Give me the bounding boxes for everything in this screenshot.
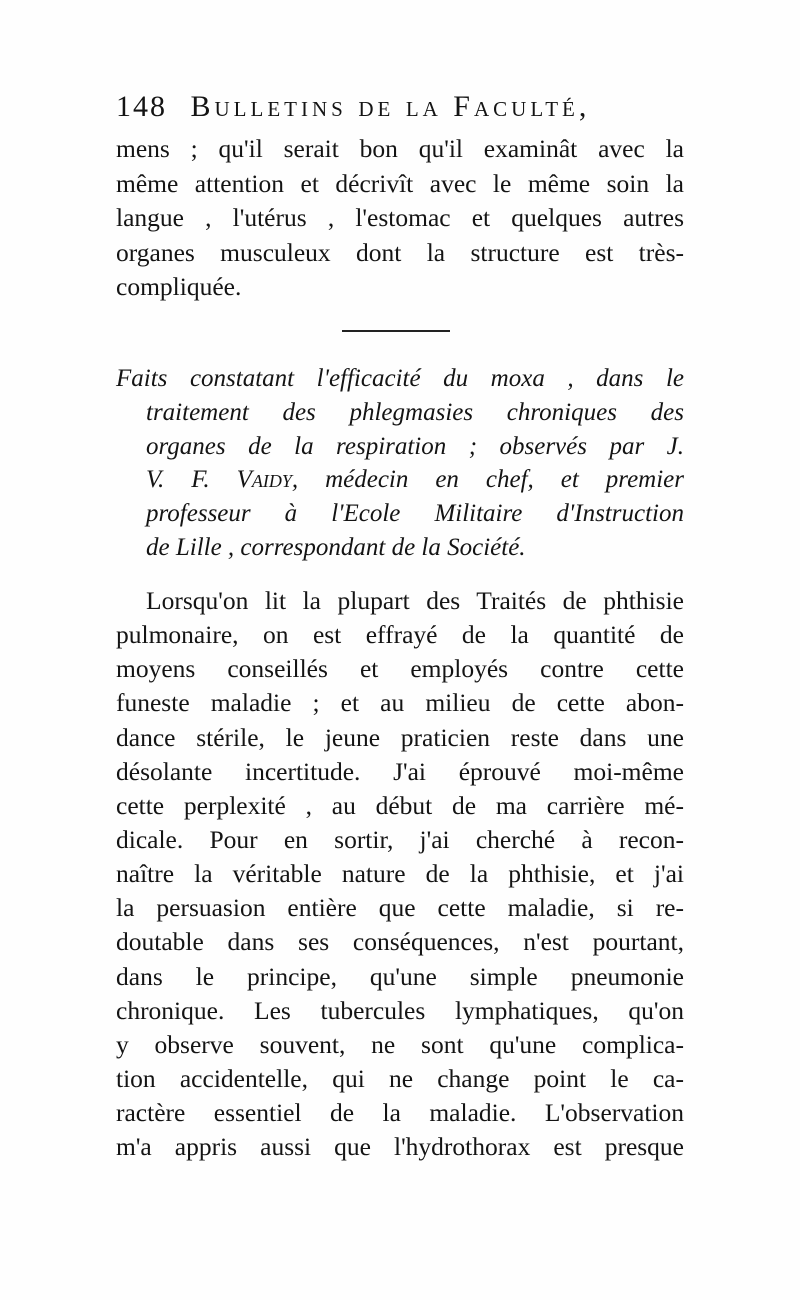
text-line: ractère essentiel de la maladie. L'observation (116, 1098, 684, 1128)
text-line: Lorsqu'on lit la plupart des Traités de phthisie (146, 586, 684, 615)
page-number: 148 (116, 90, 167, 123)
text-line: compliquée. (116, 272, 242, 302)
running-title: Bulletins de la Faculté, (190, 90, 591, 123)
text-line: dans le principe, qu'une simple pneumonie (116, 961, 684, 991)
title-line: professeur à l'Ecole Militaire d'Instruction (146, 500, 684, 528)
continuation-paragraph (116, 132, 684, 305)
text-line: organes musculeux dont la structure est très- (116, 237, 684, 267)
text-line: dicale. Pour en sortir, j'ai cherché à recon- (116, 824, 684, 854)
text-line: pulmonaire, on est effrayé de la quantité de (116, 620, 684, 650)
article-title (116, 362, 684, 565)
text-line: y observe souvent, ne sont qu'une complica- (116, 1029, 684, 1059)
text-line: doutable dans ses conséquences, n'est pourtant, (116, 927, 684, 957)
text-line: m'a appris aussi que l'hydrothorax est presque (116, 1132, 684, 1162)
page-header (116, 90, 686, 130)
title-line: Faits constatant l'efficacité du moxa , dans le (116, 365, 684, 392)
author-name: Vaidy, (236, 466, 299, 494)
title-line: de Lille , correspondant de la Société. (146, 533, 526, 561)
title-line (116, 463, 684, 497)
text-line: naître la véritable nature de la phthisie, et j'ai (116, 859, 684, 889)
text-line: cette perplexité , au début de ma carrière mé- (116, 790, 684, 820)
text-line: même attention et décrivît avec le même soin la (116, 168, 684, 198)
section-divider (342, 330, 450, 332)
body-paragraph (116, 584, 684, 1164)
text-line: désolante incertitude. J'ai éprouvé moi-même (116, 756, 684, 786)
text-line: chronique. Les tubercules lymphatiques, qu'on (116, 995, 684, 1025)
text-line: tion accidentelle, qui ne change point le ca- (116, 1063, 684, 1093)
title-line: organes de la respiration ; observés par J. (146, 432, 684, 460)
text-line: dance stérile, le jeune praticien reste dans une (116, 722, 684, 752)
text-line: mens ; qu'il serait bon qu'il examinât avec la (116, 134, 684, 163)
text-line: langue , l'utérus , l'estomac et quelques autres (116, 203, 684, 233)
text-line: moyens conseillés et employés contre cette (116, 654, 684, 684)
author-role: médecin en chef, et premier (325, 466, 685, 494)
text-line: funeste maladie ; et au milieu de cette abon- (116, 688, 684, 718)
text-line: la persuasion entière que cette maladie, si re- (116, 893, 684, 923)
title-line: traitement des phlegmasies chroniques des (146, 398, 684, 426)
author-initials: V. F. (146, 466, 210, 494)
